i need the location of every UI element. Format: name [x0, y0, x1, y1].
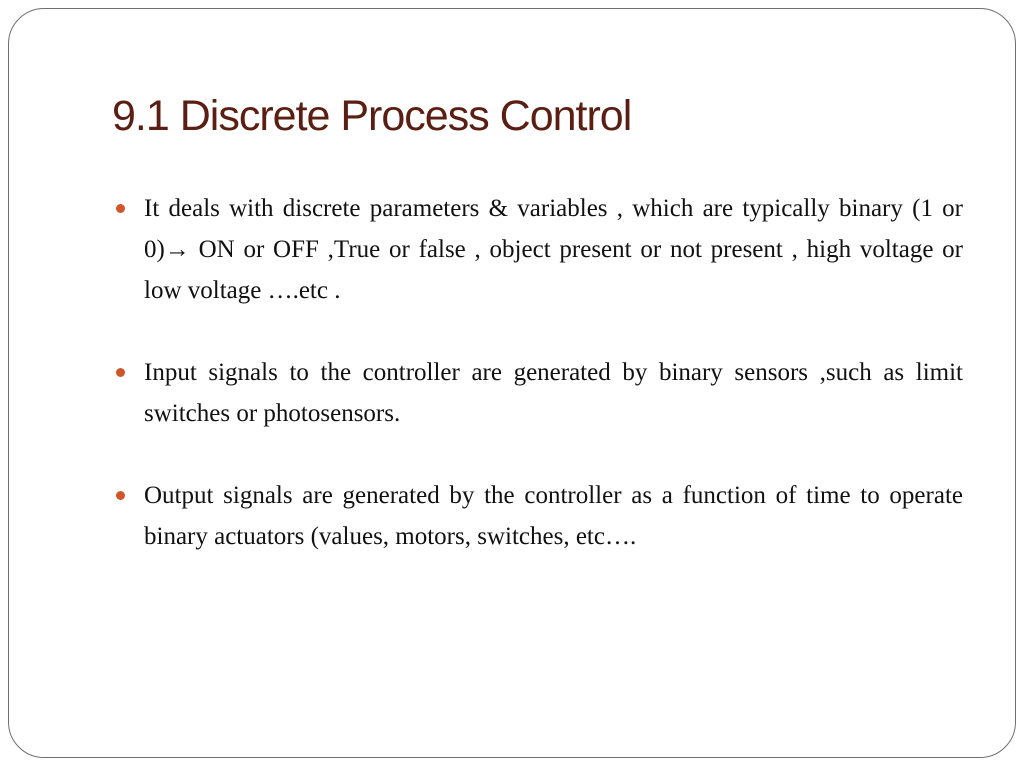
bullet-text: Input signals to the controller are generated by binary sensors ,such as limit switches or photosensors. — [144, 359, 963, 427]
bullet-dot-icon — [116, 368, 125, 377]
bullet-dot-icon — [116, 204, 125, 213]
bullet-text: It deals with discrete parameters & variables , which are typically binary (1 or 0)→ ON or OFF ,True or false , object present or not present , high voltage or low voltage ….etc . — [144, 195, 963, 304]
bullet-text: Output signals are generated by the controller as a function of time to operate binary actuators (values, motors, switches, etc…. — [144, 482, 963, 550]
slide-title: 9.1 Discrete Process Control — [112, 92, 632, 140]
bullet-item — [116, 475, 963, 557]
bullet-item — [116, 188, 963, 311]
bullet-item — [116, 352, 963, 434]
bullet-list — [116, 188, 963, 557]
bullet-dot-icon — [116, 491, 125, 500]
